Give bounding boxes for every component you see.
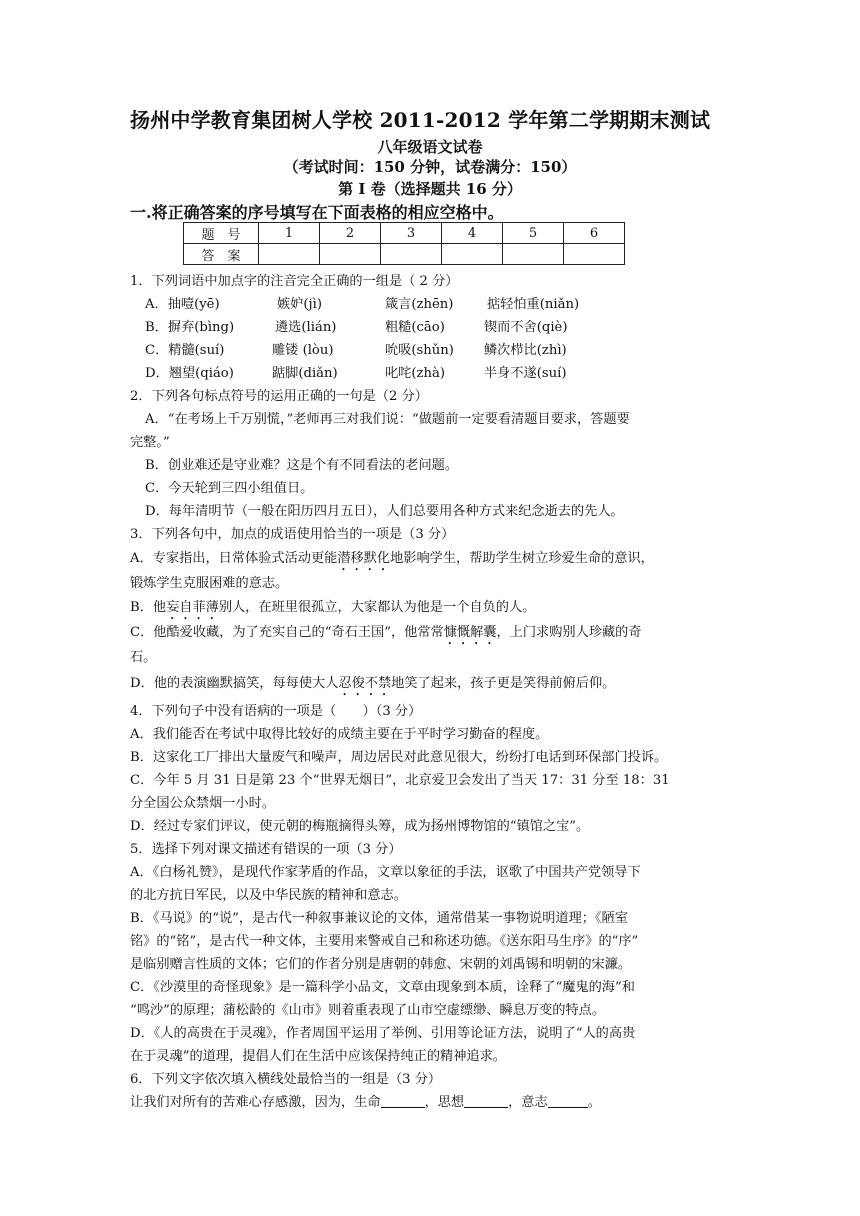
answer-cell[interactable] <box>503 244 564 265</box>
q6-sentence-text: ，思想 <box>424 1095 465 1110</box>
question-5-stem: 5．选择下列对课文描述有错误的一项（3 分） <box>130 842 402 857</box>
q3-option-b-text: B．他 <box>130 600 167 615</box>
q1-option-d-word-1: D．翘望(qiáo) <box>145 366 234 381</box>
exam-info: （考试时间：150 分钟，试卷满分：150） <box>283 158 577 176</box>
q1-option-a-word-2: 嫉妒(jì) <box>277 297 322 312</box>
q1-option-c-word-3: 吮吸(shǔn) <box>385 343 454 358</box>
q5-option-b: B．《马说》的“说”，是古代一种叙事兼议论的文体，通常借某一事物说明道理；《陋室 <box>130 911 628 926</box>
dotted-idiom: 慷慨解囊 <box>443 625 497 640</box>
q4-option-d: D．经过专家们评议，使元朝的梅瓶摘得头筹，成为扬州博物馆的“镇馆之宝”。 <box>130 819 590 834</box>
question-1-stem: 1．下列词语中加点字的注音完全正确的一组是（ 2 分） <box>130 274 459 289</box>
q3-option-b <box>130 598 535 623</box>
q1-option-a-word-1: A．抽噎(yē) <box>145 297 220 312</box>
q5-option-c: C．《沙漠里的奇怪现象》是一篇科学小品文，文章由现象到本质，诠释了“魔鬼的海”和 <box>130 980 635 995</box>
q3-option-d-text: D．他的表演幽默搞笑，每每使大人 <box>130 676 339 691</box>
fill-blank[interactable] <box>548 1093 588 1108</box>
fill-blank[interactable] <box>381 1093 425 1108</box>
q1-option-c-word-4: 鳞次栉比(zhì) <box>484 343 567 358</box>
q2-option-a-continued: 完整。” <box>130 435 170 450</box>
question-number-cell: 5 <box>503 223 564 244</box>
q4-option-c-continued: 分全国公众禁烟一小时。 <box>130 796 276 811</box>
q3-option-c-text: C．他酷爱收藏，为了充实自己的“奇石王国”，他常常 <box>130 625 444 640</box>
q3-option-c <box>130 623 642 648</box>
q6-sentence-text: ，意志 <box>508 1095 548 1110</box>
dotted-idiom: 忍俊不禁 <box>338 676 392 691</box>
section-instruction: 一.将正确答案的序号填写在下面表格的相应空格中。 <box>130 203 504 222</box>
q6-sentence <box>130 1093 601 1113</box>
part-title: 第 I 卷（选择题共 16 分） <box>338 180 522 198</box>
question-2-stem: 2．下列各句标点符号的运用正确的一句是（2 分） <box>130 389 428 404</box>
question-number-cell: 1 <box>259 223 320 244</box>
q3-option-c-continued: 石。 <box>130 650 157 665</box>
question-3-stem: 3．下列各句中，加点的成语使用恰当的一项是（3 分） <box>130 527 455 542</box>
dotted-idiom: 潜移默化 <box>337 551 391 566</box>
q1-option-c-word-2: 雕镂 (lòu) <box>272 343 334 358</box>
q3-option-a-continued: 锻炼学生克服困难的意志。 <box>130 576 289 591</box>
answer-cell[interactable] <box>564 244 625 265</box>
paper-subtitle: 八年级语文试卷 <box>377 138 483 156</box>
q2-option-d: D．每年清明节（一般在阳历四月五日），人们总要用各种方式来纪念逝去的先人。 <box>145 504 624 519</box>
question-4-stem: 4．下列句子中没有语病的一项是（ ）（3 分） <box>130 704 422 719</box>
answer-table-answer-row <box>184 244 625 265</box>
q5-option-d-continued: 在于灵魂”的道理，提倡人们在生活中应该保持纯正的精神追求。 <box>130 1049 506 1064</box>
q1-option-d-word-2: 踮脚(diǎn) <box>272 366 338 381</box>
q5-option-c-continued: “鸣沙”的原理；蒲松龄的《山市》则着重表现了山市空虚缥缈、瞬息万变的特点。 <box>130 1003 606 1018</box>
q3-option-b-text-end: 别人，在班里很孤立，大家都认为他是一个自负的人。 <box>218 600 536 615</box>
fill-blank[interactable] <box>464 1093 508 1108</box>
q5-option-b-continued: 铭》的“铭”，是古代一种文体，主要用来警戒自己和称述功德。《送东阳马生序》的“序” <box>130 934 639 949</box>
answer-cell[interactable] <box>259 244 320 265</box>
q1-option-d-word-3: 叱咤(zhà) <box>385 366 445 381</box>
q1-option-a-word-3: 箴言(zhēn) <box>385 297 454 312</box>
q1-option-b-word-3: 粗糙(cāo) <box>385 320 445 335</box>
q4-option-b: B．这家化工厂排出大量废气和噪声，周边居民对此意见很大，纷纷打电话到环保部门投诉。 <box>130 750 668 765</box>
question-number-cell: 4 <box>442 223 503 244</box>
answer-cell[interactable] <box>442 244 503 265</box>
q1-option-a-word-4: 掂轻怕重(niǎn) <box>487 297 580 312</box>
q3-option-c-text-end: ，上门求购别人珍藏的奇 <box>496 625 642 640</box>
answer-table-number-row <box>184 223 625 244</box>
q3-option-a-text: A．专家指出，日常体验式活动更能 <box>130 551 338 566</box>
q4-option-a: A．我们能否在考试中取得比较好的成绩主要在于平时学习勤奋的程度。 <box>130 727 549 742</box>
q1-option-d-word-4: 半身不遂(suí) <box>484 366 567 381</box>
answer-cell[interactable] <box>381 244 442 265</box>
answer-cell[interactable] <box>320 244 381 265</box>
question-number-cell: 6 <box>564 223 625 244</box>
q4-option-c: C．今年 5 月 31 日是第 23 个“世界无烟日”，北京爱卫会发出了当天 17：31 分至 18：31 <box>130 773 670 788</box>
q3-option-d <box>130 674 615 699</box>
q2-option-c: C．今天轮到三四小组值日。 <box>145 481 314 496</box>
q5-option-a-continued: 的北方抗日军民，以及中华民族的精神和意志。 <box>130 888 407 903</box>
q3-option-d-text-end: 地笑了起来，孩子更是笑得前俯后仰。 <box>391 676 616 691</box>
q5-option-b-continued-2: 是临别赠言性质的文体；它们的作者分别是唐朝的韩愈、宋朝的刘禹锡和明朝的宋濂。 <box>130 957 632 972</box>
q1-option-b-word-2: 遴选(lián) <box>275 320 337 335</box>
q5-option-a: A．《白杨礼赞》，是现代作家茅盾的作品，文章以象征的手法，讴歌了中国共产党领导下 <box>130 865 641 880</box>
q5-option-d: D．《人的高贵在于灵魂》，作者周国平运用了举例、引用等论证方法，说明了“人的高贵 <box>130 1026 636 1041</box>
answer-table-label: 答 案 <box>184 244 259 265</box>
answer-table <box>183 222 625 265</box>
q6-sentence-text: 。 <box>587 1095 601 1110</box>
question-number-cell: 3 <box>381 223 442 244</box>
q1-option-c-word-1: C．精髓(suí) <box>145 343 225 358</box>
answer-table-label: 题 号 <box>184 223 259 244</box>
q2-option-b: B．创业难还是守业难？这是个有不同看法的老问题。 <box>145 458 459 473</box>
q2-option-a: A．“在考场上千万别慌，”老师再三对我们说：“做题前一定要看清题目要求，答题要 <box>145 412 630 427</box>
q1-option-b-word-1: B．摒弃(bìng) <box>145 320 235 335</box>
q1-option-b-word-4: 锲而不舍(qiè) <box>484 320 568 335</box>
q3-option-a <box>130 549 654 574</box>
question-number-cell: 2 <box>320 223 381 244</box>
q6-sentence-text: 让我们对所有的苦难心存感激，因为，生命 <box>130 1095 381 1110</box>
dotted-idiom: 妄自菲薄 <box>166 600 219 615</box>
question-6-stem: 6．下列文字依次填入横线处最恰当的一组是（3 分） <box>130 1072 442 1087</box>
q3-option-a-text-end: 地影响学生，帮助学生树立珍爱生命的意识， <box>390 551 654 566</box>
page-title: 扬州中学教育集团树人学校 2011-2012 学年第二学期期末测试 <box>130 108 711 132</box>
